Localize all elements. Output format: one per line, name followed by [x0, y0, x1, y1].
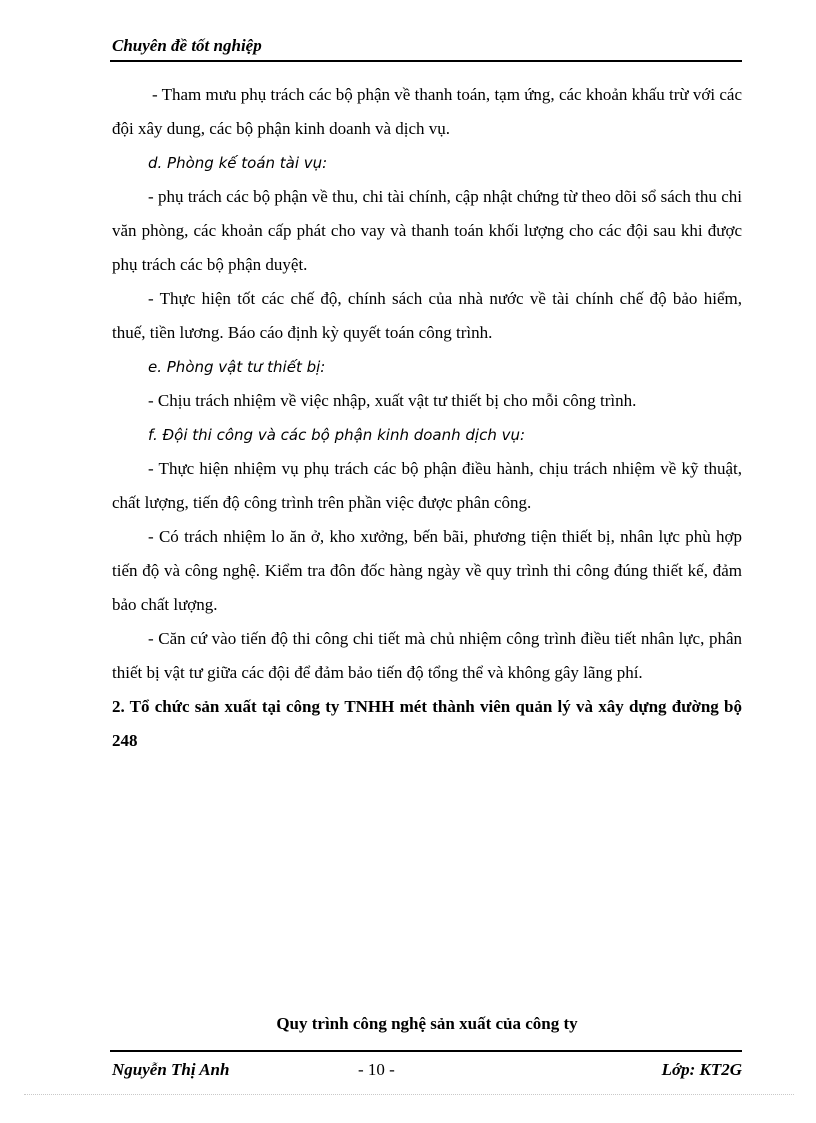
paragraph: - phụ trách các bộ phận về thu, chi tài chính, cập nhật chứng từ theo dõi sổ sách thu chi văn phòng, các khoản cấp phát cho vay và thanh toán khối lượng cho các đội sau khi được phụ trách các bộ phận duyệt.: [112, 187, 742, 274]
paragraph: - Căn cứ vào tiến độ thi công chi tiết mà chủ nhiệm công trình điều tiết nhân lực, phân thiết bị vật tư giữa các đội để đảm bảo tiến độ tổng thể và không gây lãng phí.: [112, 629, 742, 682]
subsection-title: f. Đội thi công và các bộ phận kinh doanh dịch vụ:: [148, 426, 526, 444]
document-header-title: Chuyên đề tốt nghiệp: [112, 36, 262, 55]
paragraph: - Thực hiện tốt các chế độ, chính sách của nhà nước về tài chính chế độ bảo hiểm, thuế, tiền lương. Báo cáo định kỳ quyết toán công trình.: [112, 289, 742, 342]
section-heading: 2. Tổ chức sản xuất tại công ty TNHH mét thành viên quản lý và xây dựng đường bộ 248: [112, 697, 742, 750]
page-edge: [24, 1094, 794, 1095]
subsection-title: d. Phòng kế toán tài vụ:: [148, 154, 328, 172]
page-number: - 10 -: [358, 1060, 395, 1079]
paragraph: - Có trách nhiệm lo ăn ở, kho xưởng, bến bãi, phương tiện thiết bị, nhân lực phù hợp tiến độ và công nghệ. Kiểm tra đôn đốc hàng ngày về quy trình thi công đúng thiết kế, đảm bảo chất lượng.: [112, 527, 742, 614]
subsection-title: e. Phòng vật tư thiết bị:: [148, 358, 326, 376]
figure-caption: Quy trình công nghệ sản xuất của công ty: [276, 1014, 578, 1033]
paragraph: - Tham mưu phụ trách các bộ phận về thanh toán, tạm ứng, các khoản khấu trừ với các đội xây dung, các bộ phận kinh doanh và dịch vụ.: [112, 85, 742, 138]
footer-divider: [110, 1050, 742, 1052]
paragraph: - Thực hiện nhiệm vụ phụ trách các bộ phận điều hành, chịu trách nhiệm về kỹ thuật, chất lượng, tiến độ công trình trên phần việc được phân công.: [112, 459, 742, 512]
page-footer: [112, 1060, 742, 1084]
footer-class: Lớp: KT2G: [661, 1060, 742, 1079]
document-body: [112, 78, 742, 758]
paragraph: - Chịu trách nhiệm về việc nhập, xuất vật tư thiết bị cho mỗi công trình.: [148, 391, 637, 410]
footer-author: Nguyễn Thị Anh: [112, 1060, 230, 1079]
header-divider: [110, 60, 742, 62]
